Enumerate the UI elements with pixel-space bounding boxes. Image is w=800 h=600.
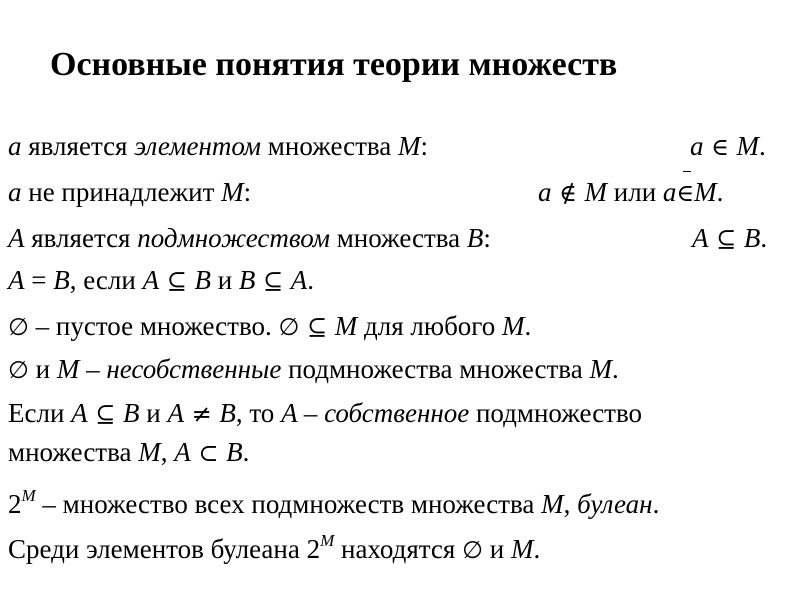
definition-not-element: a не принадлежит M: a ∉ M или a∈M. xyxy=(8,177,724,207)
power-set-elements: Среди элементов булеана $2^M$ находятся ∅ и M. xyxy=(8,531,541,564)
definition-proper-subset: Если A ⊆ B и A ≠ B, то A – собственное подмножество множества M, A ⊂ B. xyxy=(8,398,643,467)
formula-subset: A ⊆ B. xyxy=(692,223,768,253)
formula-not-element-of: a ∉ M или a∈M. xyxy=(538,177,724,207)
definition-equality: A = B, если A ⊆ B и B ⊆ A. xyxy=(8,265,315,295)
definition-element: a является элементом множества M: a ∈ M. xyxy=(8,131,766,161)
definition-empty-set: ∅ – пустое множество. ∅ ⊆ M для любого M. xyxy=(8,311,532,341)
slide-title: Основные понятия теории множеств xyxy=(50,46,618,83)
definition-improper-subsets: ∅ и M – несобственные подмножества множества M. xyxy=(8,354,619,384)
definition-power-set: $2^M$ – множество всех подмножеств множества M, булеан. xyxy=(8,486,660,519)
formula-element-of: a ∈ M. xyxy=(690,131,766,161)
definition-subset: A является подмножеством множества B: A ⊆ B. xyxy=(8,223,768,253)
